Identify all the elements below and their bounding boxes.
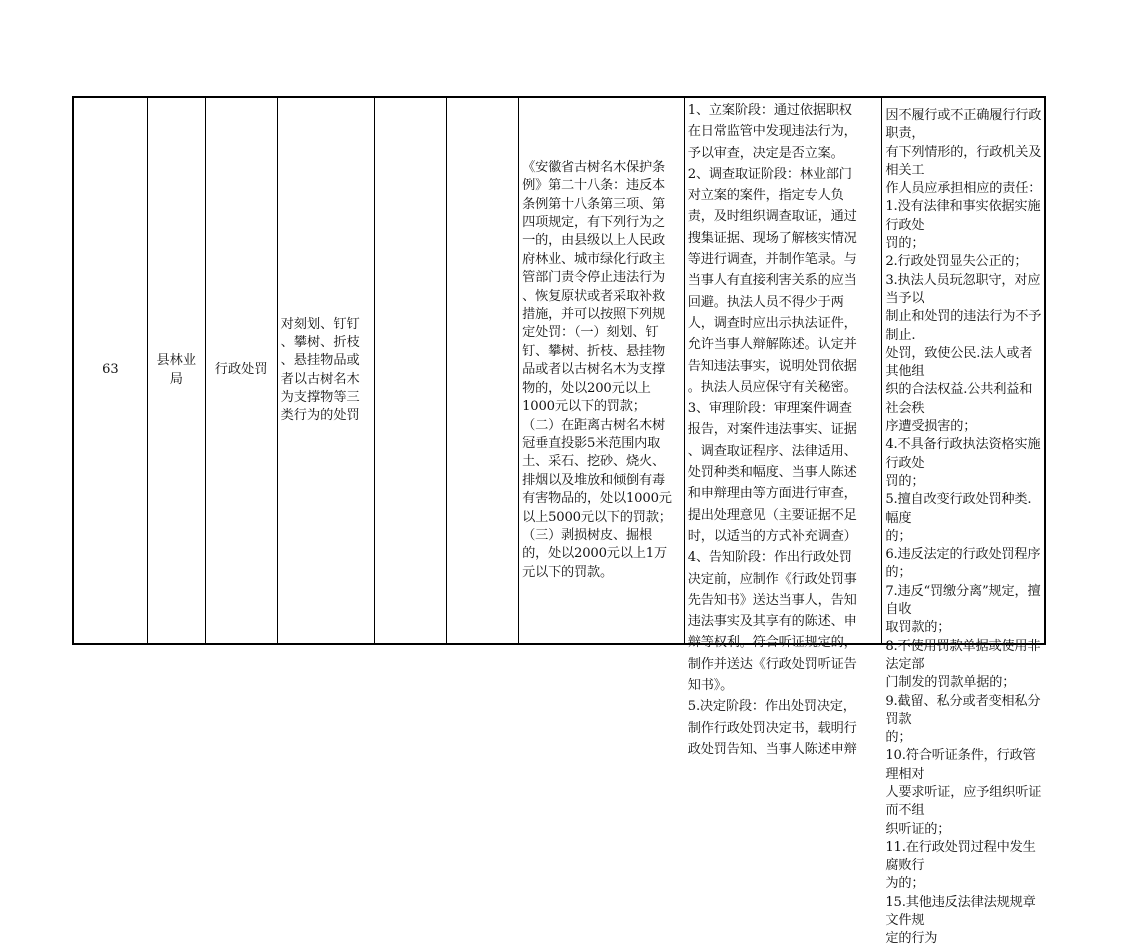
penalty-table-row <box>72 96 1046 947</box>
cell-procedure <box>685 98 883 757</box>
legal-basis-text: 《安徽省古树名木保护条 例》第二十八条：违反本 条例第十八条第三项、第 四项规定，有下列行为之 一的，由县级以上人民政 府林业、城市绿化行政主 管部门责令停止违法行为 、恢复原状或者采取补救 措施，并可以按照下列规 定处罚：（一）刻划、钉 钉、攀树、折枝、悬挂物 品或者以古树名木为支撑 物的，处以200元以上 1000元以下的罚款； （二）在距离古树名木树 冠垂直投影5米范围内取 土、采石、挖砂、烧火、 排烟以及堆放和倾倒有毒 有害物品的，处以1000元 以上5000元以下的罚款； （三）剥损树皮、掘根 的，处以2000元以上1万 元以下的罚款。 <box>522 159 672 580</box>
cell-sub-item <box>375 98 447 643</box>
cell-legal-basis <box>519 98 685 643</box>
cell-category <box>206 98 278 643</box>
department-name: 县林业 局 <box>156 353 197 387</box>
item-name: 对刻划、钉钉 、攀树、折枝 、悬挂物品或 者以古树名木 为支撑物等三 类行为的处罚 <box>280 316 360 424</box>
responsibility-text: 因不履行或不正确履行行政职责， 有下列情形的，行政机关及相关工 作人员应承担相应的责任： 1.没有法律和事实依据实施行政处 罚的； 2.行政处罚显失公正的； 3.执法人员玩忽职守，对应当予以 制止和处罚的违法行为不予制止. 处罚，致使公民.法人或者其他组 织的合法权益.公共利益和社会秩 序遭受损害的； 4.不具备行政执法资格实施行政处 罚的； 5.擅自改变行政处罚种类.幅度 的； 6.违反法定的行政处罚程序的； 7.违反“罚缴分离”规定，擅自收 取罚款的； 8.不使用罚款单据或使用非法定部 门制发的罚款单据的； 9.截留、私分或者变相私分罚款 的； 10.符合听证条件，行政管理相对 人要求听证，应予组织听证而不组 织听证的； 11.在行政处罚过程中发生腐败行 为的； 15.其他违反法律法规规章文件规 定的行为 <box>885 108 1042 947</box>
cell-implementing-body <box>447 98 519 643</box>
cell-responsibility <box>882 98 1044 947</box>
cell-number <box>74 98 148 643</box>
row-number: 63 <box>102 362 119 378</box>
cell-department <box>148 98 206 643</box>
power-category: 行政处罚 <box>214 362 268 378</box>
procedure-text: 1、立案阶段：通过依据职权 在日常监管中发现违法行为， 予以审查，决定是否立案。 2、调查取证阶段：林业部门 对立案的案件，指定专人负 责，及时组织调查取证，通过 搜集证据、现场了解核实情况 等进行调查，并制作笔录。与 当事人有直接利害关系的应当 回避。执法人员不得少于两 人，调查时应出示执法证件， 允许当事人辩解陈述。认定并 告知违法事实，说明处罚依据 。执法人员应保守有关秘密。 3、审理阶段：审理案件调查 报告，对案件违法事实、证据 、调查取证程序、法律适用、 处罚种类和幅度、当事人陈述 和申辩理由等方面进行审查， 提出处理意见（主要证据不足 时，以适当的方式补充调查） 4、告知阶段：作出行政处罚 决定前，应制作《行政处罚事 先告知书》送达当事人，告知 违法事实及其享有的陈述、申 辩等权利。符合听证规定的， 制作并送达《行政处罚听证告 知书》。 5.决定阶段：作出处罚决定， 制作行政处罚决定书，载明行 政处罚告知、当事人陈述申辩 <box>687 103 857 757</box>
cell-item-name <box>278 98 376 643</box>
